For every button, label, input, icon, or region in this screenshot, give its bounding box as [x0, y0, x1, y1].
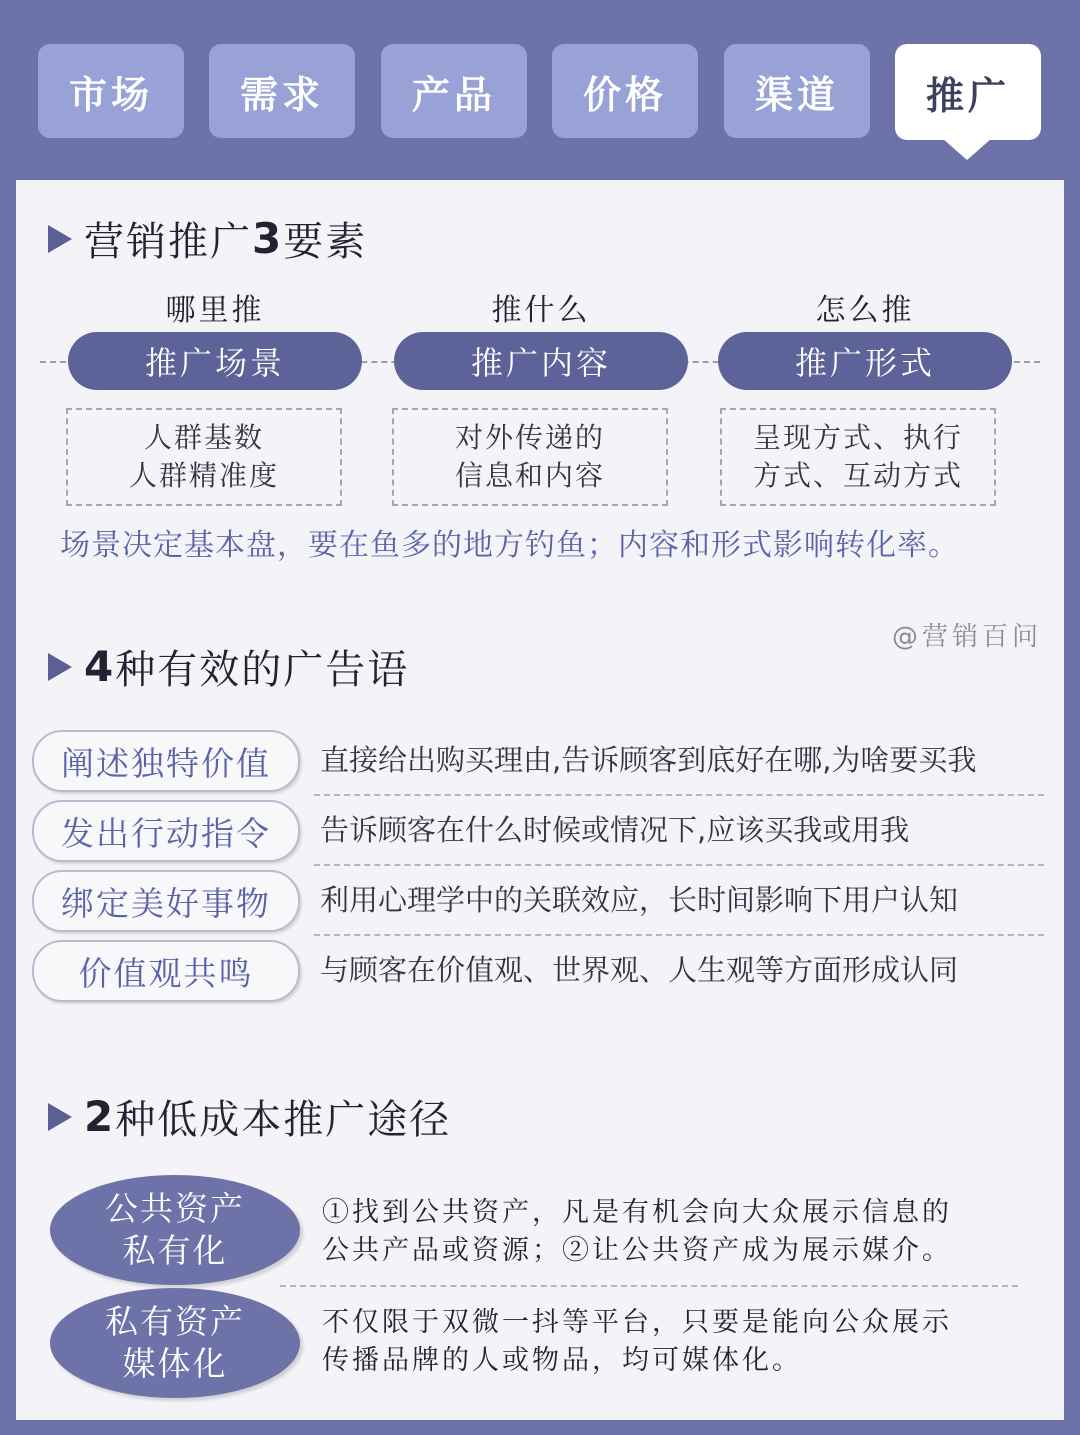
way-label: 私有资产 [105, 1302, 245, 1341]
slogan-label: 绑定美好事物 [32, 870, 300, 932]
desc-line: 信息和内容 [454, 459, 605, 492]
section-title-post: 种低成本推广途径 [115, 1097, 452, 1143]
way-label: 公共资产 [105, 1189, 245, 1228]
slogan-label: 价值观共鸣 [32, 940, 300, 1002]
section-title-channels [48, 1088, 451, 1145]
summary-note: 场景决定基本盘，要在鱼多的地方钓鱼；内容和形式影响转化率。 [60, 528, 959, 563]
way-desc-line: 传播品牌的人或物品，均可媒体化。 [322, 1345, 802, 1376]
category-tabs [0, 0, 1080, 180]
tab-demand[interactable]: 需求 [209, 44, 355, 138]
way-desc-line: 不仅限于双微一抖等平台，只要是能向公众展示 [322, 1307, 952, 1338]
triangle-bullet-icon [48, 225, 72, 253]
triangle-bullet-icon [48, 653, 72, 681]
column-question: 推什么 [491, 293, 591, 328]
slogan-desc: 与顾客在价值观、世界观、人生观等方面形成认同 [320, 953, 959, 987]
slogan-row [32, 800, 1042, 864]
row-divider [280, 1285, 1018, 1287]
triangle-bullet-icon [48, 1103, 72, 1131]
tab-price[interactable]: 价格 [552, 44, 698, 138]
section-title-pre: 营销推广 [84, 219, 252, 265]
way-oval-public [50, 1175, 300, 1285]
desc-line: 方式、互动方式 [752, 459, 963, 492]
way-desc-line: 公共产品或资源；②让公共资产成为展示媒介。 [322, 1235, 952, 1266]
tab-product[interactable]: 产品 [381, 44, 527, 138]
desc-line: 对外传递的 [454, 421, 605, 454]
content-panel [16, 180, 1064, 1420]
pill-format: 推广形式 [718, 332, 1012, 390]
slogan-row [32, 870, 1042, 934]
column-question: 怎么推 [815, 293, 915, 328]
row-divider [314, 794, 1044, 796]
row-divider [314, 934, 1044, 936]
desc-box-format [720, 408, 996, 506]
slogan-row [32, 940, 1042, 1004]
section-title-number: 2 [84, 1092, 116, 1141]
section-title-elements [48, 210, 367, 267]
desc-line: 人群精准度 [128, 459, 279, 492]
section-title-number: 4 [84, 642, 116, 691]
section-title-slogans [48, 638, 409, 695]
tab-market[interactable]: 市场 [38, 44, 184, 138]
section-title-number: 3 [252, 214, 284, 263]
pill-scene: 推广场景 [68, 332, 362, 390]
pill-content: 推广内容 [394, 332, 688, 390]
row-divider [314, 864, 1044, 866]
way-label: 媒体化 [122, 1344, 228, 1383]
section-title-post: 要素 [283, 219, 368, 265]
slogan-label: 阐述独特价值 [32, 730, 300, 792]
desc-box-scene [66, 408, 342, 506]
active-tab-pointer [942, 138, 992, 160]
way-label: 私有化 [122, 1231, 228, 1270]
way-desc-private [322, 1304, 952, 1380]
way-desc-line: ①找到公共资产，凡是有机会向大众展示信息的 [322, 1197, 952, 1228]
slogan-desc: 直接给出购买理由,告诉顾客到底好在哪,为啥要买我 [320, 743, 977, 777]
desc-line: 呈现方式、执行 [752, 421, 963, 454]
column-question: 哪里推 [165, 293, 265, 328]
desc-box-content [392, 408, 668, 506]
desc-line: 人群基数 [143, 421, 264, 454]
way-desc-public [322, 1194, 952, 1270]
slogan-desc: 告诉顾客在什么时候或情况下,应该买我或用我 [320, 813, 910, 847]
section-title-post: 种有效的广告语 [115, 647, 410, 693]
slogan-desc: 利用心理学中的关联效应，长时间影响下用户认知 [320, 883, 959, 917]
way-oval-private [50, 1288, 300, 1398]
slogan-label: 发出行动指令 [32, 800, 300, 862]
tab-channel[interactable]: 渠道 [724, 44, 870, 138]
tab-promotion[interactable]: 推广 [895, 44, 1041, 140]
slogan-row [32, 730, 1042, 794]
watermark: @营销百问 [891, 622, 1042, 652]
